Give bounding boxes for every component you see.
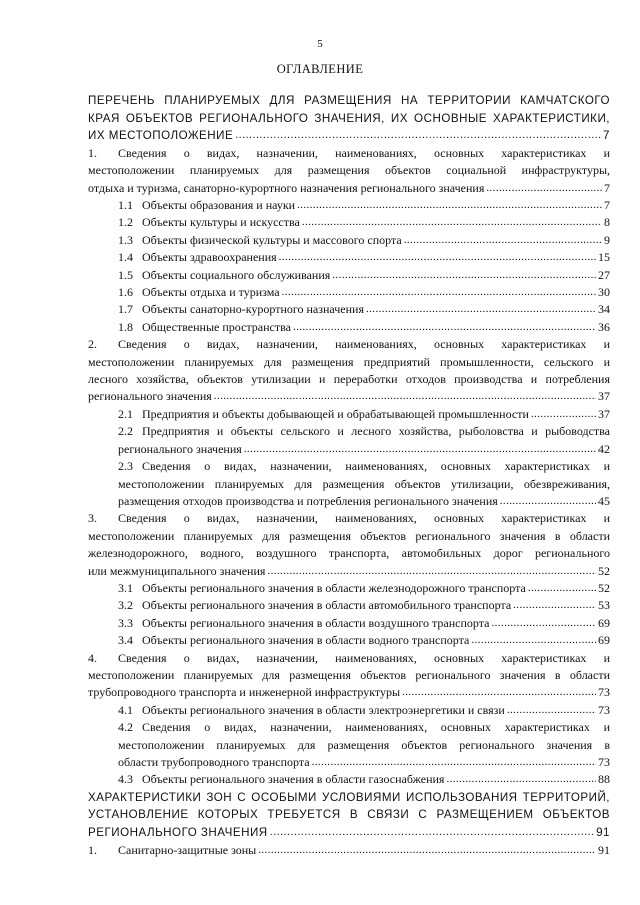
toc-page-number: 8 (604, 215, 610, 230)
toc-entry-text: Объекты регионального значения в области водного транспорта (142, 633, 470, 648)
dot-leader (267, 563, 596, 580)
toc-entry-text: размещения отходов производства и потребления регионального значения (118, 493, 498, 508)
toc-entry[interactable] (88, 650, 610, 702)
dot-leader (366, 301, 596, 318)
toc-entry-text: Объекты отдыха и туризма (142, 285, 280, 300)
dot-leader (513, 597, 596, 614)
dot-leader (531, 406, 596, 423)
toc-entry-text: Объекты культуры и искусства (142, 215, 300, 230)
toc-entry-text: Сведения о видах, назначении, наименованиях, основных характеристиках и (118, 337, 610, 352)
dot-leader (507, 702, 596, 719)
toc-entry-text: Объекты регионального значения в области автомобильного транспорта (142, 598, 512, 613)
page-number: 5 (317, 38, 323, 50)
toc-entry[interactable] (88, 615, 610, 632)
toc-entry-text: ИХ МЕСТОПОЛОЖЕНИЕ (88, 129, 234, 143)
toc-entry-number: 4.2 (118, 720, 133, 735)
toc-entry[interactable] (88, 267, 610, 284)
toc-entry-text: Предприятия и объекты сельского и лесного хозяйства, рыболовства и рыбоводства (142, 424, 610, 439)
dot-leader (446, 771, 596, 788)
toc-entry-text: Объекты регионального значения в области воздушного транспорта (142, 615, 490, 630)
toc-entry-text: местоположении планируемых для размещения объектов регионального значения в области (88, 667, 610, 682)
dot-leader (244, 441, 596, 458)
dot-leader (404, 232, 602, 249)
toc-entry-number: 2. (88, 337, 97, 352)
toc-page-number: 42 (598, 441, 610, 456)
toc-entry-number: 1.6 (118, 285, 133, 300)
toc-page-number: 52 (598, 580, 610, 595)
toc-page-number: 91 (596, 826, 610, 839)
toc-entry[interactable] (88, 719, 610, 771)
dot-leader (293, 319, 596, 336)
toc-entry-text: УСТАНОВЛЕНИЕ КОТОРЫХ ТРЕБУЕТСЯ В СВЯЗИ С РАЗМЕЩЕНИЕМ ОБЪЕКТОВ (88, 808, 610, 822)
toc-entry-text: регионального значения (88, 389, 212, 404)
toc-page-number: 7 (604, 198, 610, 212)
dot-leader (528, 580, 596, 597)
dot-leader (471, 632, 596, 649)
toc-entry-number: 1.8 (118, 319, 133, 334)
dot-leader (491, 615, 596, 632)
toc-entry-text: Сведения о видах, назначении, наименованиях, основных характеристиках и (142, 459, 610, 474)
table-of-contents (88, 92, 610, 859)
toc-entry-text: КРАЯ ОБЪЕКТОВ РЕГИОНАЛЬНОГО ЗНАЧЕНИЯ, ИХ ОСНОВНЫЕ ХАРАКТЕРИСТИКИ, (88, 111, 610, 125)
toc-page-number: 88 (598, 772, 610, 787)
toc-entry[interactable] (88, 423, 610, 458)
toc-entry[interactable] (88, 284, 610, 301)
dot-leader (214, 388, 596, 405)
dot-leader (402, 684, 596, 701)
toc-entry-text: трубопроводного транспорта и инженерной инфраструктуры (88, 685, 401, 700)
toc-entry[interactable] (88, 510, 610, 580)
toc-entry-number: 3.1 (118, 580, 133, 595)
toc-entry-text: ПЕРЕЧЕНЬ ПЛАНИРУЕМЫХ ДЛЯ РАЗМЕЩЕНИЯ НА ТЕРРИТОРИИ КАМЧАТСКОГО (88, 94, 610, 107)
toc-entry-number: 4. (88, 650, 97, 665)
toc-entry-text: местоположении планируемых для размещения объектов регионального значения в области (88, 528, 610, 543)
toc-entry-text: или межмуниципального значения (88, 563, 266, 578)
toc-entry-number: 1.3 (118, 232, 133, 247)
toc-entry-number: 4.1 (118, 702, 133, 717)
dot-leader (235, 127, 601, 145)
dot-leader (279, 249, 596, 266)
toc-entry-text: Объекты регионального значения в области железнодорожного транспорта (142, 580, 526, 595)
toc-page-number: 73 (598, 755, 610, 769)
toc-entry[interactable] (88, 771, 610, 788)
toc-entry-number: 2.3 (118, 459, 133, 474)
toc-page-number: 7 (603, 129, 610, 143)
toc-page-number: 9 (604, 232, 610, 247)
dot-leader (302, 214, 602, 231)
dot-leader (332, 267, 596, 284)
toc-entry-number: 2.2 (118, 424, 133, 439)
toc-page-number: 91 (598, 842, 610, 857)
toc-entry-text: Объекты физической культуры и массового спорта (142, 232, 402, 247)
toc-entry-text: Сведения о видах, назначении, наименованиях, основных характеристиках и (118, 511, 610, 526)
toc-entry[interactable] (88, 789, 610, 842)
toc-entry-text: РЕГИОНАЛЬНОГО ЗНАЧЕНИЯ (88, 826, 268, 839)
toc-entry-number: 3.2 (118, 598, 133, 613)
toc-entry-number: 1.7 (118, 302, 133, 317)
toc-entry-text: местоположении планируемых для размещения объектов утилизации, обезвреживания, (118, 476, 610, 491)
toc-entry[interactable] (88, 458, 610, 510)
toc-entry-text: железнодорожного, водного, воздушного транспорта, автомобильных дорог регионального (88, 546, 610, 561)
toc-entry-number: 2.1 (118, 406, 133, 421)
toc-page-number: 36 (598, 319, 610, 334)
toc-entry[interactable] (88, 842, 610, 859)
toc-entry-number: 1.5 (118, 267, 133, 282)
dot-leader (486, 180, 602, 197)
toc-page-number: 73 (598, 685, 610, 700)
toc-entry[interactable] (88, 336, 610, 406)
toc-entry-number: 3.3 (118, 615, 133, 630)
toc-entry-text: Санитарно-защитные зоны (118, 842, 257, 857)
dot-leader (500, 493, 596, 510)
toc-page-number: 52 (598, 563, 610, 578)
toc-page-number: 15 (598, 250, 610, 265)
toc-page-number: 37 (598, 406, 610, 421)
toc-entry-text: области трубопроводного транспорта (118, 755, 310, 769)
toc-entry-text: Сведения о видах, назначении, наименованиях, основных характеристиках и (118, 145, 610, 160)
toc-entry[interactable] (88, 214, 610, 231)
toc-page-number: 37 (598, 389, 610, 404)
dot-leader (282, 284, 596, 301)
toc-page-number: 45 (598, 493, 610, 508)
toc-entry[interactable] (88, 145, 610, 197)
toc-entry[interactable] (88, 632, 610, 649)
toc-entry[interactable] (88, 92, 610, 145)
toc-entry[interactable] (88, 702, 610, 719)
toc-entry[interactable] (88, 197, 610, 214)
dot-leader (297, 197, 602, 214)
toc-entry-text: регионального значения (118, 441, 242, 456)
toc-page-number: 30 (598, 285, 610, 300)
toc-entry-text: Объекты образования и науки (142, 198, 296, 212)
toc-entry-text: лесного хозяйства, объектов утилизации и переработки отходов производства и потребления (88, 372, 610, 387)
toc-entry-number: 1. (88, 842, 97, 857)
toc-entry-number: 1.2 (118, 215, 133, 230)
dot-leader (258, 842, 596, 859)
toc-entry-text: ХАРАКТЕРИСТИКИ ЗОН С ОСОБЫМИ УСЛОВИЯМИ ИСПОЛЬЗОВАНИЯ ТЕРРИТОРИЙ, (88, 790, 610, 804)
toc-entry-text: Объекты регионального значения в области газоснабжения (142, 772, 445, 787)
toc-entry[interactable] (88, 319, 610, 336)
toc-entry-text: Объекты санаторно-курортного назначения (142, 302, 364, 317)
toc-entry-text: Предприятия и объекты добывающей и обрабатывающей промышленности (142, 406, 529, 421)
toc-entry-number: 3. (88, 511, 97, 526)
toc-entry[interactable] (88, 406, 610, 423)
dot-leader (312, 754, 596, 771)
toc-entry-number: 3.4 (118, 633, 133, 648)
toc-page-number: 69 (598, 633, 610, 648)
toc-entry-number: 4.3 (118, 772, 133, 787)
toc-entry[interactable] (88, 301, 610, 318)
toc-entry[interactable] (88, 580, 610, 597)
toc-page-number: 7 (604, 180, 610, 195)
toc-entry-text: Сведения о видах, назначении, наименованиях, основных характеристиках и (118, 650, 610, 665)
toc-title: ОГЛАВЛЕНИЕ (276, 62, 364, 76)
toc-entry-number: 1.1 (118, 198, 133, 212)
toc-entry-text: местоположении планируемых для размещения предприятий промышленности, сельского и (88, 354, 610, 369)
toc-entry-text: Общественные пространства (142, 319, 291, 334)
toc-entry-text: Объекты регионального значения в области электроэнергетики и связи (142, 702, 505, 717)
toc-entry-text: местоположении планируемых для размещения объектов социальной инфраструктуры, (88, 163, 610, 178)
toc-page-number: 69 (598, 615, 610, 630)
toc-entry-text: Объекты социального обслуживания (142, 267, 331, 282)
toc-entry-number: 1. (88, 145, 97, 160)
toc-entry-text: местоположении планируемых для размещения объектов регионального значения в (118, 737, 610, 752)
toc-entry[interactable] (88, 232, 610, 249)
toc-entry-text: Сведения о видах, назначении, наименованиях, основных характеристиках и (142, 720, 610, 735)
toc-entry-number: 1.4 (118, 250, 133, 265)
toc-entry-text: отдыха и туризма, санаторно-курортного назначения регионального значения (88, 180, 485, 195)
toc-entry-text: Объекты здравоохранения (142, 250, 277, 265)
dot-leader (270, 824, 594, 842)
toc-page-number: 27 (598, 267, 610, 282)
toc-page-number: 73 (598, 702, 610, 717)
toc-entry[interactable] (88, 597, 610, 614)
toc-page-number: 34 (598, 302, 610, 317)
toc-entry[interactable] (88, 249, 610, 266)
toc-page-number: 53 (598, 598, 610, 613)
